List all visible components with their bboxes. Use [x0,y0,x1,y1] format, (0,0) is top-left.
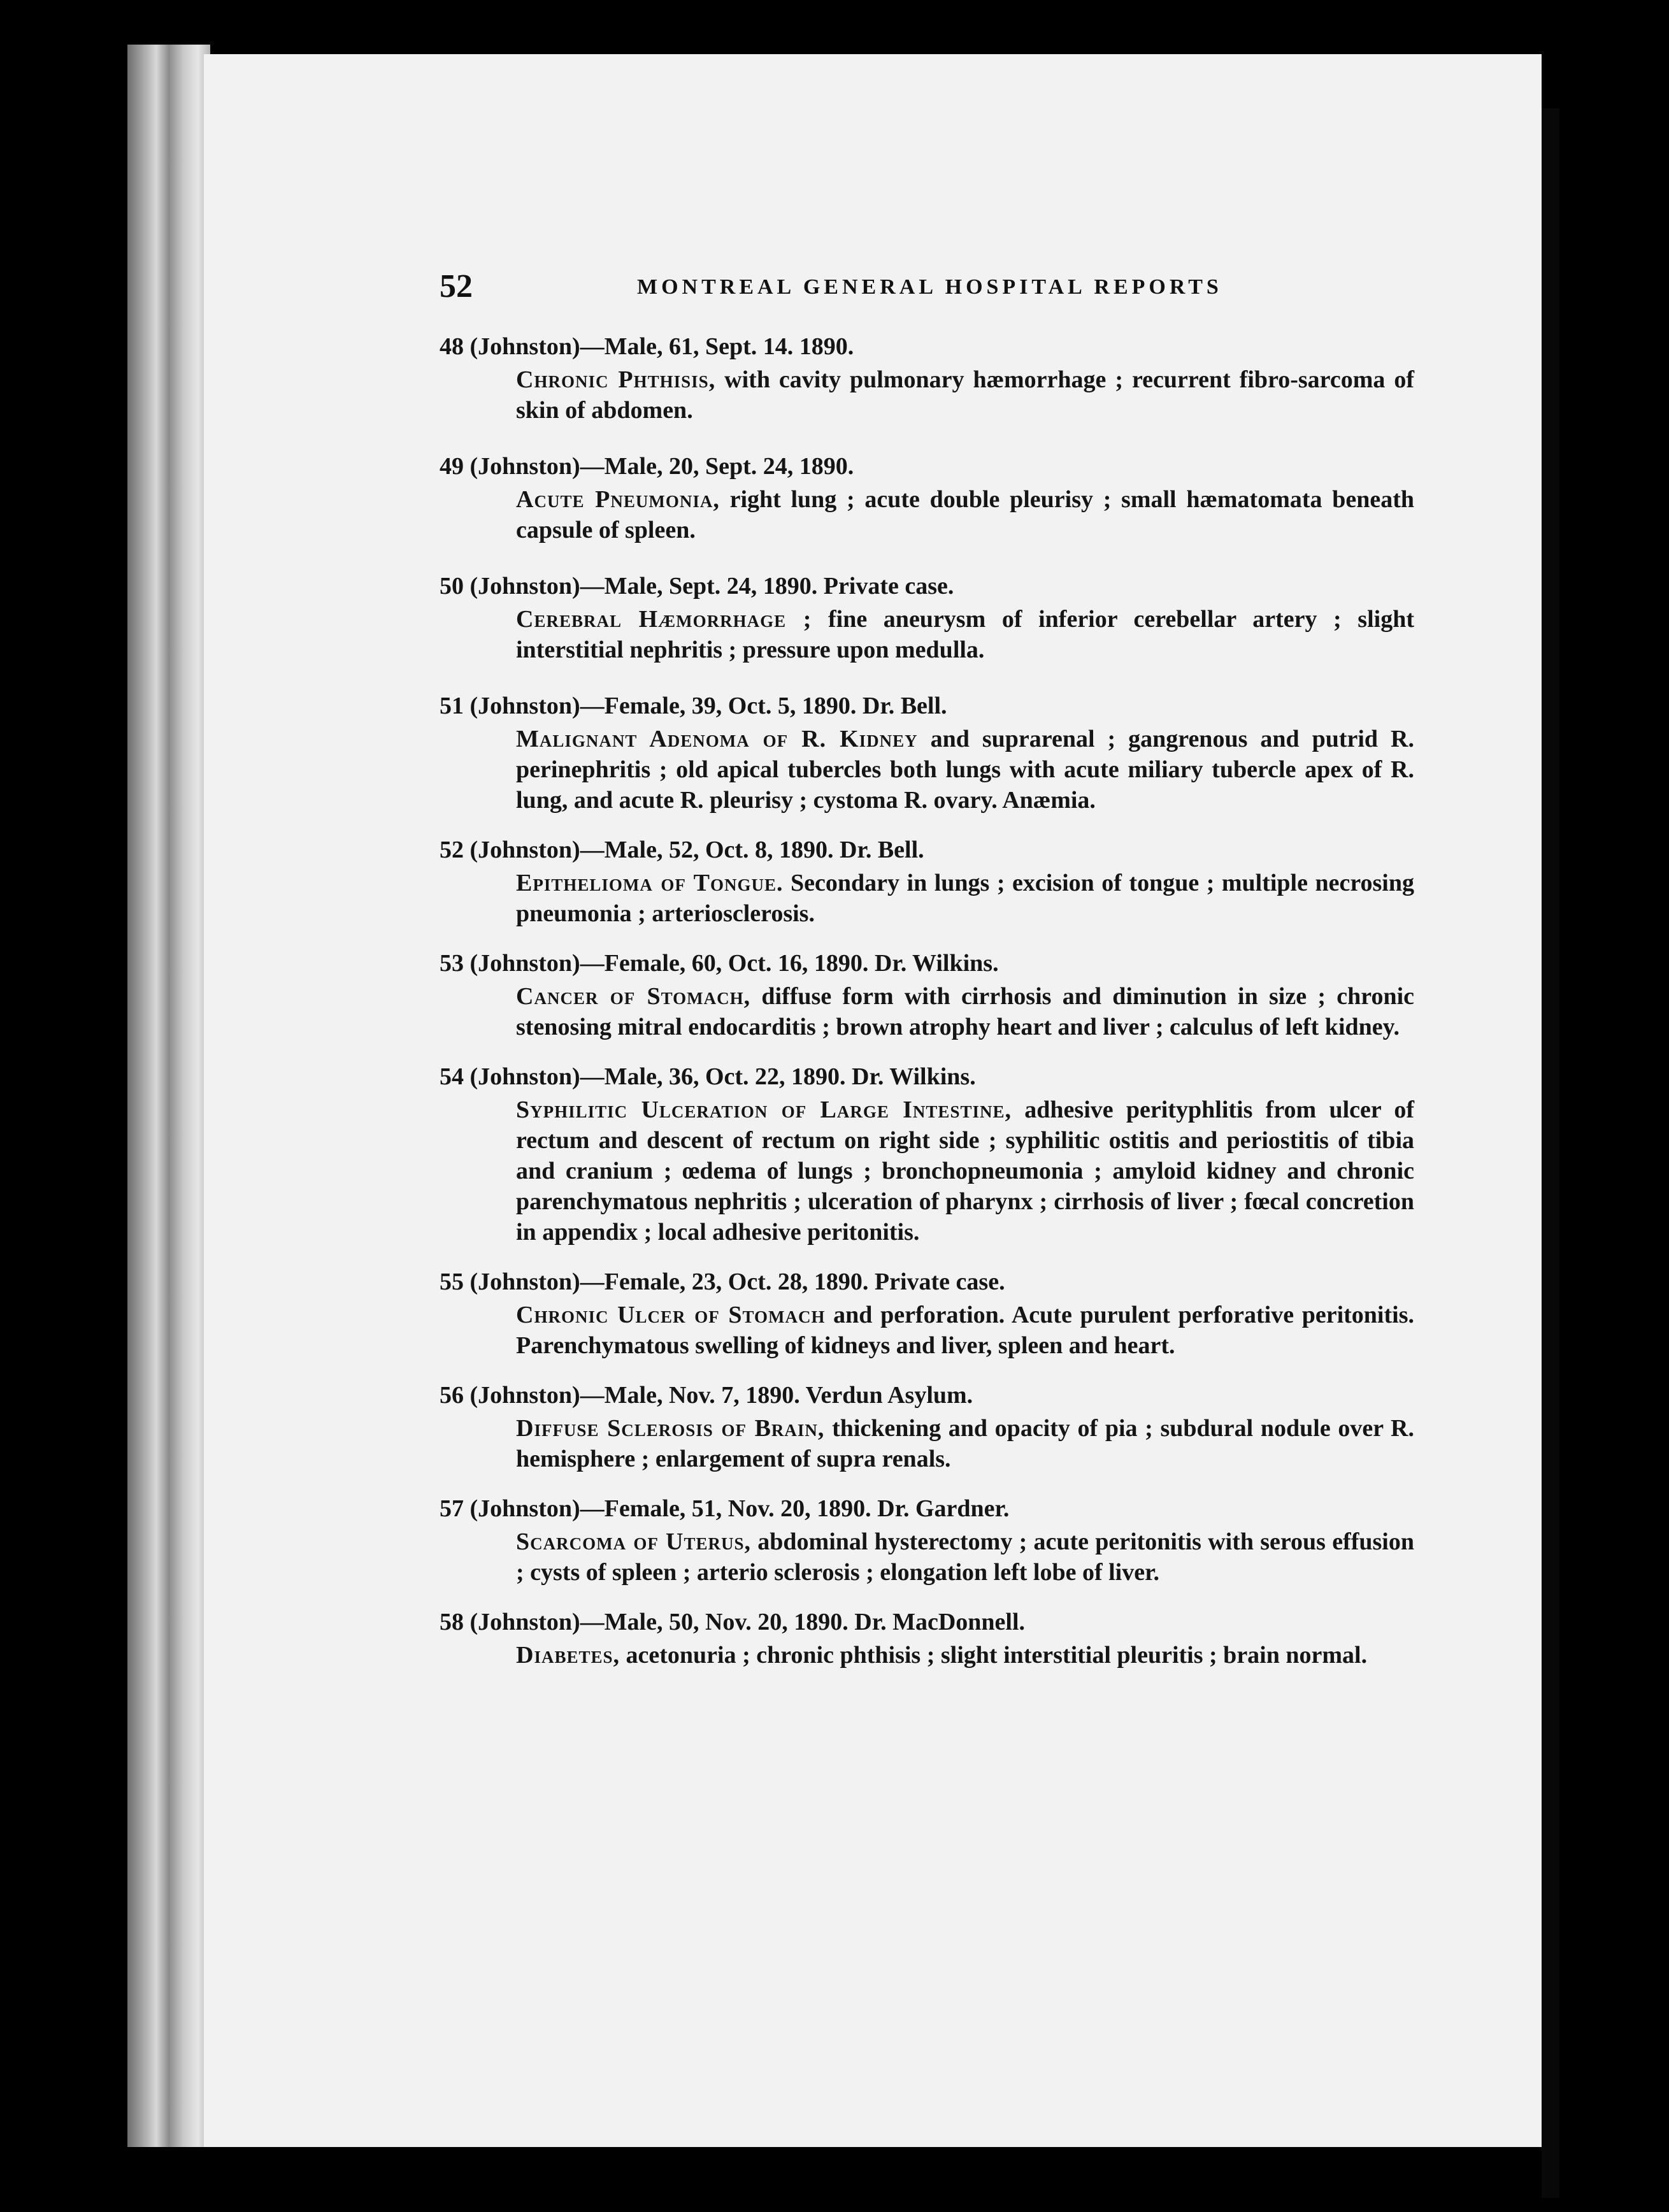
diagnosis: Chronic Phthisis, [516,366,716,393]
findings-text: Secondary in lungs ; excision of tongue ; multiple necrosing pneumonia ; arteriosclerosis. [516,870,1414,927]
case-header: 52 (Johnston)—Male, 52, Oct. 8, 1890. Dr. Bell. [440,837,924,863]
case-header: 54 (Johnston)—Male, 36, Oct. 22, 1890. Dr. Wilkins. [440,1063,976,1090]
case-header: 58 (Johnston)—Male, 50, Nov. 20, 1890. Dr. MacDonnell. [440,1609,1026,1635]
diagnosis: Scarcoma of Uterus, [516,1528,752,1555]
right-page-shadow [1542,108,1559,2198]
running-head: MONTREAL GENERAL HOSPITAL REPORTS [637,275,1222,299]
case-findings [516,981,1414,1042]
case-entry [440,1607,1414,1670]
case-findings [516,1300,1414,1361]
findings-text: abdominal hysterectomy ; acute peritonitis with serous effusion ; cysts of spleen ; arterio sclerosis ; elongation left lobe of liver. [516,1528,1414,1586]
case-header: 57 (Johnston)—Female, 51, Nov. 20, 1890. Dr. Gardner. [440,1495,1010,1522]
case-findings [516,604,1414,665]
findings-text: and suprarenal ; gangrenous and putrid R. perinephritis ; old apical tubercles both lungs with acute miliary tubercle apex of R. lung, and acute R. pleurisy ; cystoma R. ovary. Anæmia. [516,726,1414,814]
diagnosis: Diabetes, [516,1642,620,1669]
case-findings [516,868,1414,929]
case-header: 51 (Johnston)—Female, 39, Oct. 5, 1890. Dr. Bell. [440,693,947,719]
case-findings [516,484,1414,545]
case-header: 48 (Johnston)—Male, 61, Sept. 14. 1890. [440,333,854,360]
case-findings [516,1413,1414,1474]
case-entry [440,835,1414,929]
case-findings [516,1095,1414,1247]
diagnosis: Diffuse Sclerosis of Brain, [516,1415,825,1442]
findings-text: adhesive perityphlitis from ulcer of rectum and descent of rectum on right side ; syphilitic ostitis and periostitis of tibia and cranium ; œdema of lungs ; bronchopneumonia ; amyloid kidney and chronic parenchymatous nephritis ; ulceration of pharynx ; cirrhosis of liver ; fœcal concretion in appendix ; local adhesive peritonitis. [516,1096,1414,1246]
book-page-edges [127,45,210,2147]
case-entry [440,451,1414,545]
page-number: 52 [440,268,473,305]
case-findings [516,724,1414,815]
case-list [440,331,1414,1670]
diagnosis: Acute Pneumonia, [516,486,720,513]
findings-text: acetonuria ; chronic phthisis ; slight interstitial pleuritis ; brain normal. [620,1642,1368,1669]
case-header: 49 (Johnston)—Male, 20, Sept. 24, 1890. [440,453,854,480]
case-findings [516,1640,1414,1670]
findings-text: thickening and opacity of pia ; subdural nodule over R. hemisphere ; enlargement of supra renals. [516,1415,1414,1472]
case-entry [440,1061,1414,1247]
findings-text: and perforation. Acute purulent perforative peritonitis. Parenchymatous swelling of kidneys and liver, spleen and heart. [516,1302,1414,1359]
case-header: 56 (Johnston)—Male, Nov. 7, 1890. Verdun Asylum. [440,1382,973,1409]
case-entry [440,331,1414,426]
case-header: 50 (Johnston)—Male, Sept. 24, 1890. Private case. [440,573,954,600]
page-header [440,268,1370,306]
findings-text: with cavity pulmonary hæmorrhage ; recurrent fibro-sarcoma of skin of abdomen. [516,366,1415,424]
diagnosis: Epithelioma of Tongue. [516,870,784,896]
case-entry [440,1267,1414,1361]
case-findings [516,364,1414,426]
findings-text: fine aneurysm of inferior cerebellar artery ; slight interstitial nephritis ; pressure upon medulla. [516,606,1414,663]
diagnosis: Cancer of Stomach, [516,983,751,1010]
diagnosis: Malignant Adenoma of R. Kidney [516,726,918,752]
case-entry [440,691,1414,815]
case-entry [440,1380,1414,1474]
diagnosis: Syphilitic Ulceration of Large Intestine, [516,1096,1012,1123]
case-entry [440,571,1414,665]
diagnosis: Chronic Ulcer of Stomach [516,1302,826,1328]
case-findings [516,1526,1414,1588]
diagnosis: Cerebral Hæmorrhage ; [516,606,812,633]
findings-text: right lung ; acute double pleurisy ; small hæmatomata beneath capsule of spleen. [516,486,1414,543]
case-entry [440,1493,1414,1588]
findings-text: diffuse form with cirrhosis and diminution in size ; chronic stenosing mitral endocarditis ; brown atrophy heart and liver ; calculus of left kidney. [516,983,1415,1040]
case-entry [440,948,1414,1042]
case-header: 53 (Johnston)—Female, 60, Oct. 16, 1890. Dr. Wilkins. [440,950,999,977]
case-header: 55 (Johnston)—Female, 23, Oct. 28, 1890. Private case. [440,1268,1005,1295]
